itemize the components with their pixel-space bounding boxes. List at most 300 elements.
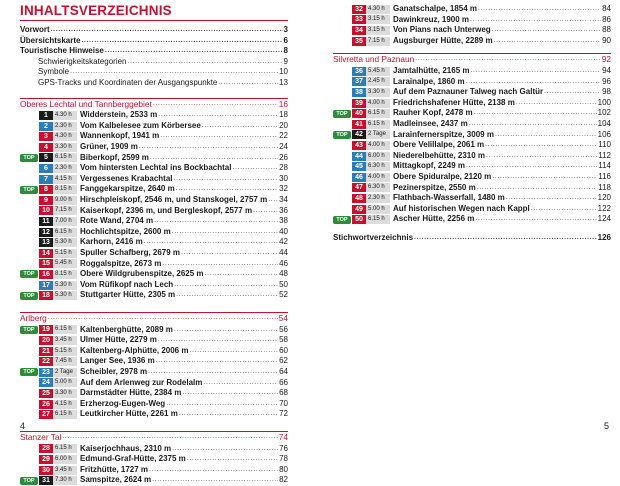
tour-title: Kaltenberg-Alphütte, 2006 m (80, 345, 189, 355)
tour-number: 29 (39, 455, 53, 464)
leader-dots (495, 130, 597, 141)
tour-page: 70 (279, 398, 288, 408)
top-badge (20, 217, 38, 225)
tour-entry[interactable] (20, 216, 288, 227)
tour-entry[interactable] (20, 367, 288, 378)
tour-page: 68 (279, 388, 288, 398)
tour-number: 37 (352, 77, 366, 86)
tour-number: 7 (39, 175, 53, 184)
top-badge (333, 16, 351, 24)
tour-entry[interactable] (20, 248, 288, 259)
tour-duration: 5.30 h (53, 238, 77, 247)
tour-entry[interactable] (20, 409, 288, 420)
leader-dots (492, 172, 597, 183)
tour-page: 106 (597, 129, 611, 139)
leader-dots (415, 54, 601, 65)
top-badge: TOP (20, 477, 38, 485)
tour-entry[interactable] (20, 153, 288, 164)
section-page: 92 (601, 54, 611, 65)
leader-dots (176, 290, 278, 301)
tour-title: Rote Wand, 2704 m (80, 216, 154, 226)
leader-dots (506, 193, 597, 204)
tour-entry[interactable] (20, 142, 288, 153)
tour-entry[interactable] (20, 163, 288, 174)
tour-title: Hochlichtspitze, 2600 m (80, 226, 171, 236)
tour-number: 25 (39, 389, 53, 398)
tour-title: Auf historischen Wegen nach Kappl (393, 203, 530, 213)
tour-page: 56 (279, 324, 288, 334)
tour-page: 82 (279, 475, 288, 485)
tour-entry[interactable] (20, 335, 288, 346)
top-badge (20, 122, 38, 130)
tour-page: 64 (279, 367, 288, 376)
section-heading[interactable] (20, 432, 288, 443)
tour-entry[interactable] (333, 204, 611, 215)
leader-dots (150, 153, 278, 164)
toc-label: GPS-Tracks und Koordinaten der Ausgangspunkte (38, 78, 218, 87)
tour-duration: 9.00 h (53, 196, 77, 205)
section-heading[interactable] (20, 313, 288, 324)
tour-page: 52 (279, 290, 288, 300)
toc-row[interactable] (20, 25, 288, 36)
leader-dots (70, 67, 278, 78)
tour-title: Stuttgarter Hütte, 2305 m (80, 290, 176, 300)
leader-dots (128, 57, 283, 68)
toc-label: Schwierigkeitskategorien (38, 56, 127, 66)
tour-duration: 3.30 h (366, 88, 390, 97)
leader-dots (51, 25, 283, 36)
tour-entry[interactable] (333, 36, 611, 47)
leader-dots (158, 335, 278, 346)
tour-entry[interactable] (333, 183, 611, 194)
toc-page: 8 (283, 46, 288, 56)
tour-title: Dawinkreuz, 1900 m (393, 14, 470, 24)
tour-entry[interactable] (20, 259, 288, 270)
tour-page: 62 (279, 356, 288, 366)
tour-entry[interactable] (20, 121, 288, 132)
tour-entry[interactable] (333, 66, 611, 77)
top-badge: TOP (333, 110, 351, 118)
leader-dots (253, 206, 278, 217)
tour-entry[interactable] (20, 454, 288, 465)
tour-entry[interactable] (20, 174, 288, 185)
page-number-right: 5 (604, 421, 610, 431)
tour-entry[interactable] (20, 444, 288, 455)
tour-number: 27 (39, 410, 53, 419)
tour-page: 30 (279, 173, 288, 183)
leader-dots (81, 36, 282, 47)
leader-dots (62, 432, 277, 443)
tour-page: 96 (602, 76, 611, 86)
top-badge (20, 411, 38, 419)
leader-dots (144, 237, 278, 248)
tour-entry[interactable] (20, 399, 288, 410)
top-badge (20, 249, 38, 257)
tour-page: 44 (279, 248, 288, 257)
tour-page: 60 (279, 345, 288, 355)
leader-dots (202, 121, 278, 132)
top-badge (333, 205, 351, 213)
tour-number: 30 (39, 466, 53, 475)
tour-title: Mittagkopf, 2249 m (393, 161, 466, 171)
tour-entry[interactable] (333, 172, 611, 183)
tour-page: 34 (279, 195, 288, 204)
tour-number: 49 (352, 205, 366, 214)
tour-title: Ulmer Hütte, 2279 m (80, 335, 157, 345)
tour-entry[interactable] (333, 77, 611, 88)
toc-row[interactable] (20, 46, 288, 57)
tour-duration: 5.00 h (366, 205, 390, 214)
title-rule (20, 20, 288, 21)
tour-title: Ascher Hütte, 2256 m (393, 214, 475, 224)
top-badge (333, 152, 351, 160)
leader-dots (174, 325, 278, 336)
leader-dots (475, 214, 596, 225)
tour-entry[interactable] (333, 151, 611, 162)
top-badge (20, 196, 38, 204)
section-heading[interactable] (333, 54, 611, 65)
tour-page: 36 (279, 205, 288, 215)
tour-title: Friedrichshafener Hütte, 2138 m (393, 97, 515, 107)
leader-dots (486, 151, 597, 162)
toc-page: 10 (279, 67, 288, 77)
tour-title: Auf dem Paznauner Talweg nach Galtür (393, 87, 544, 97)
top-badge: TOP (20, 270, 38, 278)
top-badge (20, 239, 38, 247)
tour-entry[interactable] (333, 140, 611, 151)
tour-duration: 6.30 h (366, 162, 390, 171)
top-badge (333, 37, 351, 45)
tour-page: 100 (597, 97, 611, 107)
tour-number: 6 (39, 164, 53, 173)
leader-dots (158, 110, 278, 121)
tour-entry[interactable] (20, 184, 288, 195)
tour-duration: 4.15 h (53, 400, 77, 409)
tour-entry[interactable] (333, 119, 611, 130)
tour-entry[interactable] (333, 25, 611, 36)
tour-page: 32 (279, 184, 288, 194)
tour-number: 39 (352, 99, 366, 108)
tour-page: 78 (279, 454, 288, 464)
tour-entry[interactable] (333, 214, 611, 225)
toc-row[interactable] (20, 36, 288, 47)
tour-page: 120 (597, 193, 611, 203)
leader-dots (516, 98, 597, 109)
tour-page: 116 (598, 172, 611, 181)
top-badge (20, 358, 38, 366)
tour-number: 24 (39, 378, 53, 387)
tour-title: Auf dem Arlenweg zur Rodelalm (80, 377, 203, 387)
tour-duration: 6.15 h (366, 120, 390, 129)
tour-entry[interactable] (333, 15, 611, 26)
tour-entry[interactable] (20, 475, 288, 486)
tour-page: 22 (279, 131, 288, 141)
tour-entry[interactable] (20, 206, 288, 217)
tour-title: Ganatschalpe, 1854 m (393, 4, 478, 13)
section-title: Stanzer Tal (20, 432, 62, 442)
top-badge: TOP (333, 216, 351, 224)
section-title: Arlberg (20, 313, 47, 323)
tour-title: Augsburger Hütte, 2289 m (393, 35, 493, 45)
leader-dots (181, 248, 278, 259)
leader-dots (203, 378, 278, 389)
tour-title: Pezinerspitze, 2550 m (393, 182, 476, 192)
tour-title: Vom Kalbelesee zum Körbersee (80, 120, 201, 130)
top-badge (20, 143, 38, 151)
tour-duration: 5.30 h (53, 291, 77, 300)
leader-dots (485, 140, 597, 151)
top-badge (20, 228, 38, 236)
tour-entry[interactable] (20, 280, 288, 291)
toc-page: 13 (279, 78, 288, 87)
top-badge: TOP (20, 368, 38, 376)
tour-page: 114 (598, 161, 611, 171)
tour-duration: 7.00 h (53, 217, 77, 226)
top-badge (20, 164, 38, 172)
top-badge (333, 78, 351, 86)
tour-duration: 5.45 h (53, 259, 77, 268)
top-badge (333, 26, 351, 34)
leader-dots (494, 36, 602, 47)
tour-number: 47 (352, 183, 366, 192)
section-page: 54 (278, 313, 288, 323)
tour-duration: 2 Tage (366, 130, 390, 139)
tour-page: 18 (279, 110, 288, 120)
top-badge (333, 194, 351, 202)
tour-title: Larainfernerspitze, 3009 m (393, 129, 494, 139)
tour-duration: 3.30 h (53, 389, 77, 398)
tour-number: 22 (39, 357, 53, 366)
top-badge: TOP (20, 154, 38, 162)
tour-number: 28 (39, 444, 53, 453)
tour-page: 20 (279, 120, 288, 130)
tour-number: 32 (352, 5, 366, 14)
tour-number: 38 (352, 88, 366, 97)
tour-page: 76 (279, 443, 288, 453)
tour-entry[interactable] (20, 290, 288, 301)
toc-row[interactable] (333, 233, 611, 244)
leader-dots (205, 269, 279, 280)
tour-entry[interactable] (20, 269, 288, 280)
tour-duration: 6.15 h (366, 109, 390, 118)
tour-page: 94 (602, 66, 611, 75)
tour-page: 46 (279, 258, 288, 268)
tour-entry[interactable] (20, 237, 288, 248)
tour-page: 26 (279, 152, 288, 162)
leader-dots (466, 77, 602, 88)
tour-number: 31 (39, 476, 53, 485)
tour-duration: 6.00 h (366, 152, 390, 161)
top-badge (20, 455, 38, 463)
tour-title: Langer See, 1936 m (80, 356, 155, 366)
tour-entry[interactable] (333, 161, 611, 172)
toc-label: Vorwort (20, 25, 50, 34)
tour-duration: 8.15 h (53, 185, 77, 194)
toc-label: Touristische Hinweise (20, 46, 104, 56)
top-badge (20, 379, 38, 387)
tour-title: Edmund-Graf-Hütte, 2375 m (80, 454, 186, 464)
tour-duration: 8.15 h (53, 270, 77, 279)
tour-page: 42 (279, 237, 288, 247)
tour-number: 46 (352, 173, 366, 182)
tour-entry[interactable] (20, 227, 288, 238)
tour-page: 104 (597, 119, 611, 128)
tour-number: 9 (39, 196, 53, 205)
tour-entry[interactable] (333, 4, 611, 15)
tour-duration: 2.30 h (366, 194, 390, 203)
leader-dots (152, 475, 278, 486)
tour-page: 122 (597, 203, 611, 213)
tour-number: 2 (39, 122, 53, 131)
tour-number: 40 (352, 109, 366, 118)
toc-page: 126 (597, 233, 611, 242)
top-badge (333, 163, 351, 171)
section-heading[interactable] (20, 99, 288, 110)
toc-row[interactable] (20, 78, 288, 89)
tour-number: 44 (352, 152, 366, 161)
tour-page: 90 (602, 35, 611, 45)
top-badge (20, 389, 38, 397)
leader-dots (153, 99, 278, 110)
tour-entry[interactable] (20, 110, 288, 121)
tour-number: 20 (39, 336, 53, 345)
leader-dots (218, 78, 278, 89)
leader-dots (105, 46, 283, 57)
tour-entry[interactable] (333, 87, 611, 98)
section-page: 74 (278, 432, 288, 442)
top-badge (20, 445, 38, 453)
tour-title: Larainalpe, 1860 m (393, 76, 465, 86)
tour-number: 8 (39, 185, 53, 194)
tour-page: 38 (279, 216, 288, 226)
tour-number: 33 (352, 15, 366, 24)
tour-number: 21 (39, 347, 53, 356)
leader-dots (179, 409, 278, 420)
tour-entry[interactable] (333, 98, 611, 109)
tour-entry[interactable] (20, 378, 288, 389)
tour-number: 11 (39, 217, 53, 226)
tour-title: Fanggekarspitze, 2640 m (80, 184, 175, 194)
tour-number: 3 (39, 132, 53, 141)
leader-dots (172, 444, 278, 455)
leader-dots (182, 388, 278, 399)
toc-page: 9 (283, 56, 288, 66)
tour-entry[interactable] (20, 388, 288, 399)
tour-title: Obere Velillalpe, 2061 m (393, 140, 485, 150)
top-badge (20, 260, 38, 268)
tour-title: Niederelbehütte, 2310 m (393, 150, 486, 160)
tour-entry[interactable] (20, 346, 288, 357)
tour-page: 118 (598, 182, 611, 192)
tour-duration: 5.30 h (53, 281, 77, 290)
top-badge (333, 184, 351, 192)
tour-page: 66 (279, 377, 288, 387)
section-title: Silvretta und Paznaun (333, 54, 415, 65)
tour-title: Fritzhütte, 1727 m (80, 464, 149, 474)
top-badge (20, 281, 38, 289)
tour-duration: 4.00 h (366, 141, 390, 150)
tour-duration: 4.30 h (53, 132, 77, 141)
top-badge: TOP (20, 186, 38, 194)
tour-number: 26 (39, 400, 53, 409)
toc-label: Stichwortverzeichnis (333, 233, 414, 242)
top-badge: TOP (20, 326, 38, 334)
tour-page: 24 (279, 142, 288, 151)
tour-entry[interactable] (20, 465, 288, 476)
tour-title: Wannenkopf, 1941 m (80, 131, 160, 141)
tour-duration: 6.15 h (53, 444, 77, 453)
tour-page: 124 (597, 214, 611, 224)
tour-title: Obere Wildgrubenspitze, 2625 m (80, 269, 204, 279)
leader-dots (166, 399, 278, 410)
top-badge (333, 141, 351, 149)
tour-duration: 6.15 h (53, 410, 77, 419)
tour-title: Leutkircher Hütte, 2261 m (80, 409, 178, 419)
tour-title: Erzherzog-Eugen-Weg (80, 398, 166, 408)
tour-title: Obere Spiduralpe, 2120 m (393, 172, 492, 181)
tour-page: 48 (279, 269, 288, 279)
leader-dots (176, 184, 278, 195)
tour-duration: 4.30 h (53, 111, 77, 120)
tour-page: 102 (597, 108, 611, 118)
leader-dots (469, 119, 597, 130)
tour-entry[interactable] (333, 193, 611, 204)
tour-entry[interactable] (333, 130, 611, 141)
tour-page: 28 (279, 163, 288, 173)
tour-duration: 3.15 h (366, 26, 390, 35)
tour-title: Kaiserjochhaus, 2310 m (80, 443, 172, 453)
tour-page: 80 (279, 464, 288, 474)
tour-page: 84 (602, 4, 611, 13)
tour-duration: 5.15 h (53, 347, 77, 356)
leader-dots (268, 195, 278, 206)
toc-row[interactable] (20, 57, 288, 68)
top-badge (20, 111, 38, 119)
tour-title: Hirschpleiskopf, 2546 m, und Stanskogel, 2757 m (80, 195, 268, 204)
leader-dots (470, 15, 601, 26)
leader-dots (172, 227, 278, 238)
tour-number: 5 (39, 153, 53, 162)
tour-title: Karhorn, 2416 m (80, 237, 143, 247)
tour-duration: 3.45 h (53, 466, 77, 475)
tour-duration: 3.30 h (53, 143, 77, 152)
section-title: Oberes Lechtal und Tannberggebiet (20, 98, 152, 109)
toc-row[interactable] (20, 67, 288, 78)
tour-entry[interactable] (20, 195, 288, 206)
tour-number: 42 (352, 130, 366, 139)
tour-entry[interactable] (20, 131, 288, 142)
tour-title: Scheibler, 2978 m (80, 367, 148, 376)
leader-dots (139, 142, 278, 153)
tour-entry[interactable] (20, 325, 288, 336)
tour-number: 43 (352, 141, 366, 150)
leader-dots (48, 313, 278, 324)
tour-entry[interactable] (333, 108, 611, 119)
tour-entry[interactable] (20, 356, 288, 367)
tour-duration: 6.15 h (53, 153, 77, 162)
top-badge (333, 120, 351, 128)
tour-number: 48 (352, 194, 366, 203)
tour-duration: 3.15 h (366, 15, 390, 24)
top-badge (333, 99, 351, 107)
tour-page: 88 (602, 25, 611, 35)
tour-duration: 2 Tage (53, 368, 77, 377)
toc-page: 6 (283, 35, 288, 45)
leader-dots (544, 87, 601, 98)
tour-duration: 2.30 h (53, 122, 77, 131)
top-badge (333, 5, 351, 13)
tour-page: 98 (602, 87, 611, 97)
